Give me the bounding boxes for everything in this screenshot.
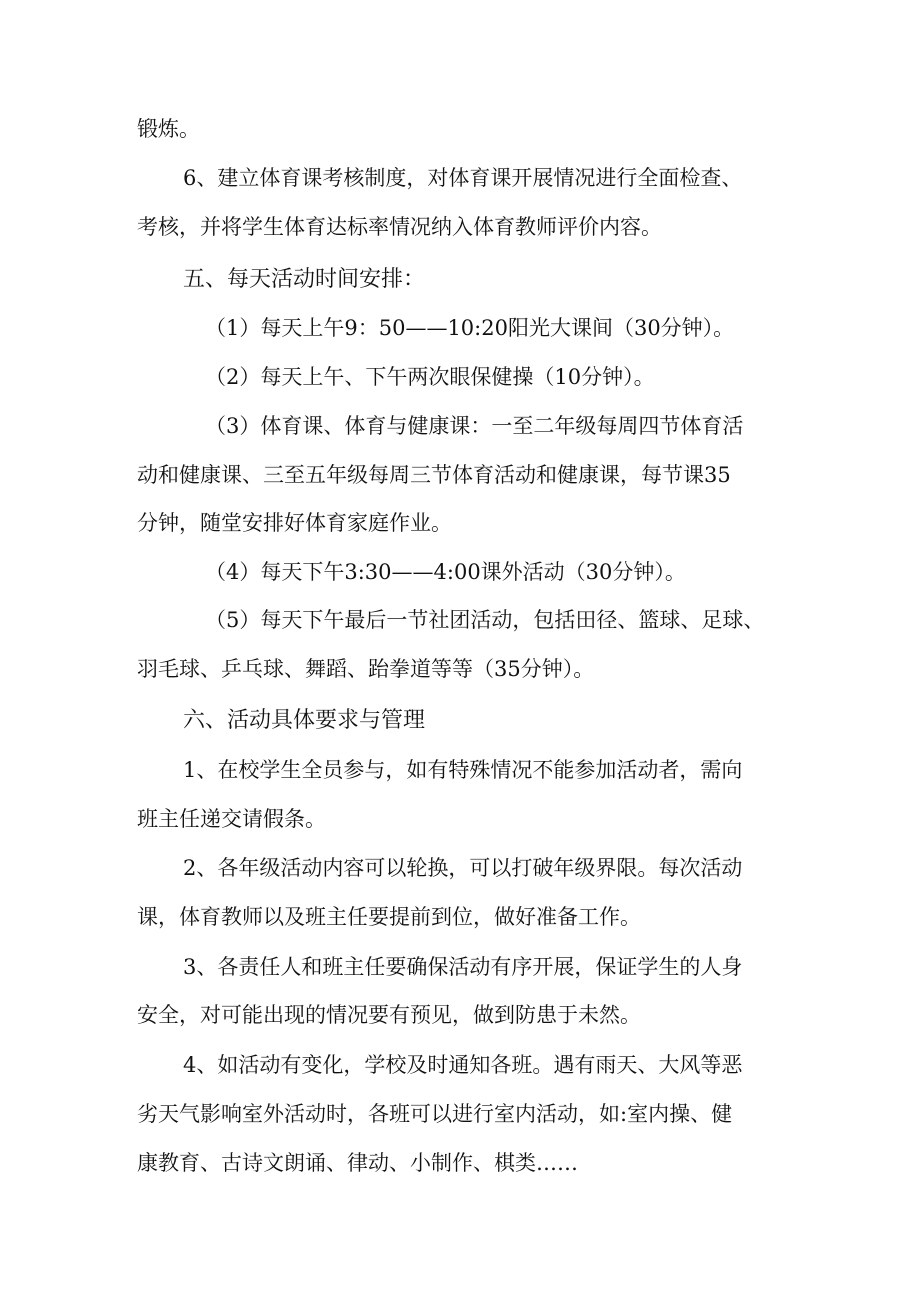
paragraph-line: 劣天气影响室外活动时，各班可以进行室内活动，如:室内操、健 [137,1102,733,1126]
section-heading: 五、每天活动时间安排： [183,267,426,292]
paragraph-line: 安全，对可能出现的情况要有预见，做到防患于未然。 [137,1003,641,1027]
paragraph-line: （5）每天下午最后一节社团活动，包括田径、篮球、足球、 [205,608,765,632]
paragraph-line: 4、如活动有变化，学校及时通知各班。遇有雨天、大风等恶 [183,1053,743,1077]
paragraph-line: 考核，并将学生体育达标率情况纳入体育教师评价内容。 [137,215,662,239]
paragraph-line: 羽毛球、乒乓球、舞蹈、跆拳道等等（35分钟）。 [137,657,595,681]
paragraph-line: 分钟，随堂安排好体育家庭作业。 [137,511,452,535]
paragraph-line: 6、建立体育课考核制度，对体育课开展情况进行全面检查、 [183,166,743,190]
paragraph-line: （2）每天上午、下午两次眼保健操（10分钟）。 [205,365,655,389]
paragraph-line: （4）每天下午3:30——4:00课外活动（30分钟）。 [205,560,686,584]
paragraph-line: （3）体育课、体育与健康课：一至二年级每周四节体育活 [205,414,744,438]
paragraph-line: 2、各年级活动内容可以轮换，可以打破年级界限。每次活动 [183,856,743,880]
section-heading: 六、活动具体要求与管理 [183,708,426,733]
paragraph-line: 1、在校学生全员参与，如有特殊情况不能参加活动者，需向 [183,758,743,782]
paragraph-line: 班主任递交请假条。 [137,807,326,831]
paragraph-line: 锻炼。 [137,117,200,141]
paragraph-line: 动和健康课、三至五年级每周三节体育活动和健康课，每节课35 [137,463,731,487]
paragraph-line: （1）每天上午9：50——10:20阳光大课间（30分钟）。 [205,316,735,340]
paragraph-line: 康教育、古诗文朗诵、律动、小制作、棋类…… [137,1151,578,1175]
paragraph-line: 3、各责任人和班主任要确保活动有序开展，保证学生的人身 [183,955,743,979]
paragraph-line: 课，体育教师以及班主任要提前到位，做好准备工作。 [137,905,641,929]
